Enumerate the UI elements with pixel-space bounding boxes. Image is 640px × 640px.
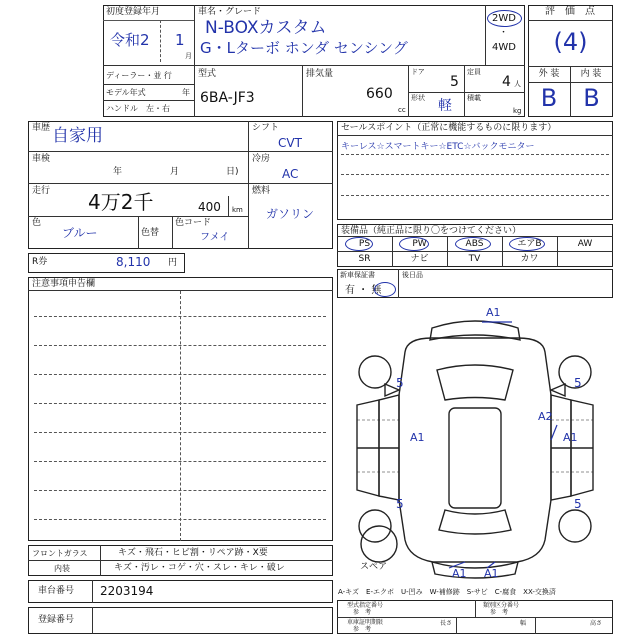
interior-cond-label: 内装	[54, 564, 70, 573]
capacity-unit: 人	[514, 80, 521, 88]
ac-value: AC	[282, 167, 299, 181]
equip-aw: AW	[577, 239, 593, 249]
mark-rear-right: A1	[484, 567, 499, 580]
exterior-label: 外 装	[538, 69, 560, 79]
recycle-label: R券	[32, 257, 48, 267]
color-change-label: 色替	[141, 228, 160, 238]
shift-value: CVT	[278, 136, 302, 150]
model-year-label: モデル年式	[106, 88, 146, 97]
recycle-section	[28, 253, 185, 273]
color-value: ブルー	[62, 226, 98, 240]
inspection-month: 月	[170, 167, 180, 177]
dimension-height: 高さ	[590, 620, 603, 627]
displacement-value: 660	[366, 86, 393, 102]
fuel-value: ガソリン	[266, 207, 315, 221]
car-name-label: 車名・グレード	[198, 7, 262, 17]
load-unit: kg	[513, 107, 522, 115]
usage-value: 自家用	[52, 126, 103, 146]
shape-label: 形状	[411, 94, 425, 102]
fuel-label: 燃料	[252, 186, 271, 196]
model-designation-label: 型式指定番号	[347, 602, 384, 609]
door-value: 5	[450, 74, 459, 90]
docs-label: 後日品	[402, 271, 423, 279]
mileage-unit: km	[232, 206, 243, 214]
garage-cert-ref: 参 考	[353, 626, 372, 633]
drive-4wd: 4WD	[492, 42, 516, 53]
plate-label: 登録番号	[38, 615, 75, 625]
equip-sr: SR	[358, 254, 371, 264]
equip-tv: TV	[468, 254, 481, 264]
mark-rear-left: A1	[452, 567, 467, 580]
equip-leather: カワ	[520, 254, 539, 264]
first-reg-label: 初度登録年月	[106, 7, 161, 17]
month-value: 1	[175, 31, 185, 49]
mark-left-front-wheel: 5	[396, 376, 404, 390]
dealer-label: ディーラー・並 行	[106, 71, 172, 80]
interior-label: 内 装	[580, 69, 602, 79]
displacement-unit: cc	[398, 106, 406, 114]
drive-dot: ・	[499, 28, 509, 38]
interior-value: B	[583, 84, 600, 112]
sales-line1: キーレス☆スマートキー☆ETC☆バックモニター	[341, 142, 535, 152]
recycle-unit: 円	[168, 258, 178, 268]
mark-right-side: A1	[563, 431, 578, 444]
circle-airbag	[509, 237, 545, 251]
inspection-label: 車検	[32, 154, 51, 164]
color-label: 色	[32, 218, 42, 228]
mark-right-front-wheel: 5	[574, 376, 582, 390]
handle-label: ハンドル 左・右	[106, 104, 170, 113]
mark-right-door: A2	[538, 410, 553, 423]
type-label: 型式	[198, 69, 217, 79]
capacity-value: 4	[502, 74, 511, 90]
load-label: 積載	[467, 94, 481, 102]
mileage-value: 4万2千	[88, 190, 154, 214]
garage-cert-label: 車庫証明期限	[347, 619, 384, 626]
circle-warranty-none	[374, 282, 396, 297]
mark-front: A1	[486, 306, 501, 319]
color-code-value: フメイ	[200, 232, 230, 243]
chassis-label: 車台番号	[38, 586, 75, 596]
door-label: ドア	[411, 68, 425, 76]
equip-airbag: エアB	[517, 239, 542, 249]
warranty-value: 有 ・ 無	[345, 285, 382, 296]
class-number-label: 類別区分番号	[483, 602, 520, 609]
equip-navi: ナビ	[410, 254, 429, 264]
interior-cond-value: キズ・汚レ・コゲ・穴・スレ・キレ・破レ	[114, 563, 285, 573]
car-name-line2: G・Lターボ ホンダ センシング	[200, 39, 408, 57]
mark-left-rear-wheel: 5	[396, 497, 404, 511]
shift-label: シフト	[252, 123, 280, 133]
damage-legend: A-キズ E-エクボ U-凹み W-補修跡 S-サビ C-腐食 XX-交換済	[338, 588, 556, 596]
era-value: 令和2	[110, 31, 150, 49]
model-designation-ref: 参 考	[353, 609, 372, 616]
usage-label: 車歴	[32, 123, 51, 133]
model-year-unit: 年	[182, 88, 190, 97]
warranty-label: 新車保証書	[340, 271, 375, 279]
grade-label: 評 価 点	[545, 6, 595, 17]
equipment-label: 装備品（純正品に限り〇をつけてください）	[341, 226, 522, 236]
dimension-width: 幅	[520, 620, 527, 627]
inspection-year: 年	[113, 167, 123, 177]
circle-ps	[345, 237, 373, 251]
capacity-label: 定員	[467, 68, 481, 76]
car-name-line1: N-BOXカスタム	[205, 18, 327, 38]
circle-pw	[399, 237, 429, 251]
month-unit: 月	[185, 52, 192, 60]
windshield-value: キズ・飛石・ヒビ割・リペア跡・X要	[118, 548, 268, 558]
displacement-label: 排気量	[306, 69, 334, 79]
mark-right-rear-wheel: 5	[574, 497, 582, 511]
type-value: 6BA-JF3	[200, 90, 255, 106]
class-number-ref: 参 考	[490, 609, 509, 616]
equip-abs: ABS	[465, 239, 484, 249]
sales-label: セールスポイント（正常に機能するものに限ります）	[341, 123, 557, 133]
spare-label: スペア	[360, 562, 388, 572]
drive-2wd: 2WD	[492, 13, 516, 24]
shape-value: 軽	[438, 98, 452, 114]
inspection-day: 日)	[226, 167, 239, 177]
recycle-value: 8,110	[116, 255, 151, 269]
color-code-label: 色コード	[175, 218, 212, 228]
circle-abs	[455, 237, 491, 251]
grade-value: (4)	[553, 28, 588, 56]
equip-pw: PW	[412, 239, 427, 249]
windshield-label: フロントガラス	[32, 549, 88, 558]
mark-left-side: A1	[410, 431, 425, 444]
dimension-length: 長さ	[440, 620, 453, 627]
equip-ps: PS	[358, 239, 371, 249]
ac-label: 冷房	[252, 154, 271, 164]
chassis-value: 2203194	[100, 584, 154, 598]
notes-label: 注意事項申告欄	[32, 279, 96, 289]
mileage-label: 走行	[32, 186, 51, 196]
mileage-sub: 400	[198, 200, 221, 214]
exterior-value: B	[540, 84, 558, 112]
